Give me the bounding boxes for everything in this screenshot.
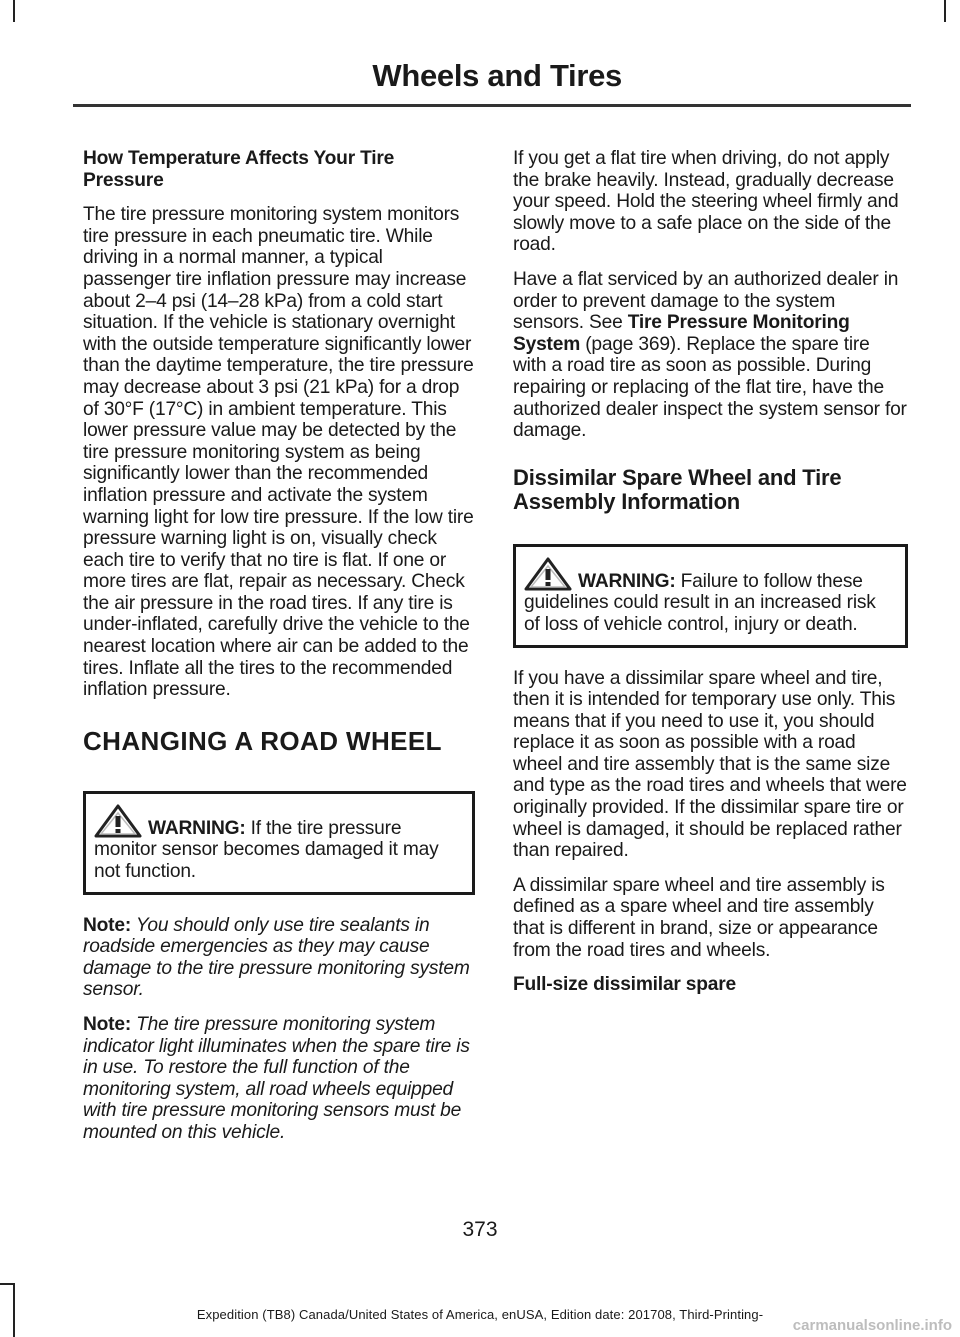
warning-text: If the tire pressure monitor sensor becomes damaged it may not function. <box>94 817 439 883</box>
note-text: The tire pressure monitoring system indicator light illuminates when the spare tire is in use. To restore the full function of the monitoring system, all road wheels equipped with tire pressure monitoring sensors must be mounted on this vehicle. <box>83 1014 470 1143</box>
flat-tire-paragraph: If you get a flat tire when driving, do not apply the brake heavily. Instead, gradually decrease your speed. Hold the steering wheel firmly and slowly move to a safe place on the side of the road. <box>513 148 899 256</box>
warning-box-sensor <box>83 791 475 895</box>
service-text-pre: Have a flat serviced by an authorized dealer in order to prevent damage to the system sensors. See <box>513 268 899 334</box>
warning-triangle-icon <box>524 557 572 591</box>
warning-label: WARNING: <box>148 817 246 839</box>
left-column <box>83 148 475 1157</box>
warning-label: WARNING: <box>578 570 676 592</box>
crop-mark-top-right-vertical <box>944 0 946 22</box>
note-label: Note: <box>83 914 132 936</box>
service-text-post: (page 369). Replace the spare tire with a road tire as soon as possible. During repairing or replacing of the flat tire, have the authorized dealer inspect the system sensor for damage. <box>513 333 907 442</box>
header-divider <box>73 104 911 107</box>
page-title: Wheels and Tires <box>372 58 622 93</box>
dissimilar-paragraph-2: A dissimilar spare wheel and tire assembly is defined as a spare wheel and tire assembly that is different in brand, size or appearance from the road tires and wheels. <box>513 874 885 961</box>
service-paragraph <box>513 269 908 442</box>
note-sealants <box>83 915 475 1001</box>
note-indicator-light <box>83 1014 475 1144</box>
note-label: Note: <box>83 1014 132 1035</box>
page-number: 373 <box>462 1218 498 1241</box>
right-column <box>513 148 908 1009</box>
tpms-cross-reference-link[interactable]: Tire Pressure Monitoring System <box>513 312 850 355</box>
warning-text: Failure to follow these guidelines could result in an increased risk of loss of vehicle control, injury or death. <box>524 570 876 635</box>
temperature-paragraph: The tire pressure monitoring system monitors tire pressure in each pneumatic tire. While driving in a normal manner, a typical passenger tire inflation pressure may increase about 2–4 psi (14–28 kPa) from a cold start situation. If the vehicle is stationary overnight with the outside temperature significantly lower than the daytime temperature, the tire pressure may decrease about 3 psi (21 kPa) for a drop of 30°F (17°C) in ambient temperature. This lower pressure value may be detected by the tire pressure monitoring system as being significantly lower than the recommended inflation pressure and activate the system warning light for low tire pressure. If the low tire pressure warning light is on, visually check each tire to verify that no tire is flat. If one or more tires are flat, repair as necessary. Check the air pressure in the road tires. If any tire is under-inflated, carefully drive the vehicle to the nearest location where air can be added to the tires. Inflate all the tires to the recommended inflation pressure. <box>83 204 474 701</box>
full-size-dissimilar-heading: Full-size dissimilar spare <box>513 974 737 996</box>
dissimilar-spare-heading: Dissimilar Spare Wheel and Tire Assembly Information <box>513 464 842 514</box>
temperature-heading: How Temperature Affects Your Tire Pressure <box>83 148 395 191</box>
note-text: You should only use tire sealants in roadside emergencies as they may cause damage to the tire pressure monitoring system sensor. <box>83 914 470 1001</box>
changing-road-wheel-heading: CHANGING A ROAD WHEEL <box>83 725 442 756</box>
crop-mark-bottom-left-horizontal <box>0 1283 15 1285</box>
crop-mark-top-left-vertical <box>13 0 15 22</box>
warning-triangle-icon <box>94 804 142 838</box>
warning-box-dissimilar <box>513 544 908 648</box>
watermark: carmanualsonline.info <box>792 1317 952 1334</box>
dissimilar-paragraph-1: If you have a dissimilar spare wheel and tire, then it is intended for temporary use only. This means that if you need to use it, you should replace it as soon as possible with a road wheel and tire assembly that is the same size and type as the road tires and wheels that were originally provided. If the dissimilar spare tire or wheel is damaged, it should be replaced rather than repaired. <box>513 667 907 862</box>
footer-edition-info: Expedition (TB8) Canada/United States of America, enUSA, Edition date: 201708, Third-Printing- <box>196 1307 764 1322</box>
